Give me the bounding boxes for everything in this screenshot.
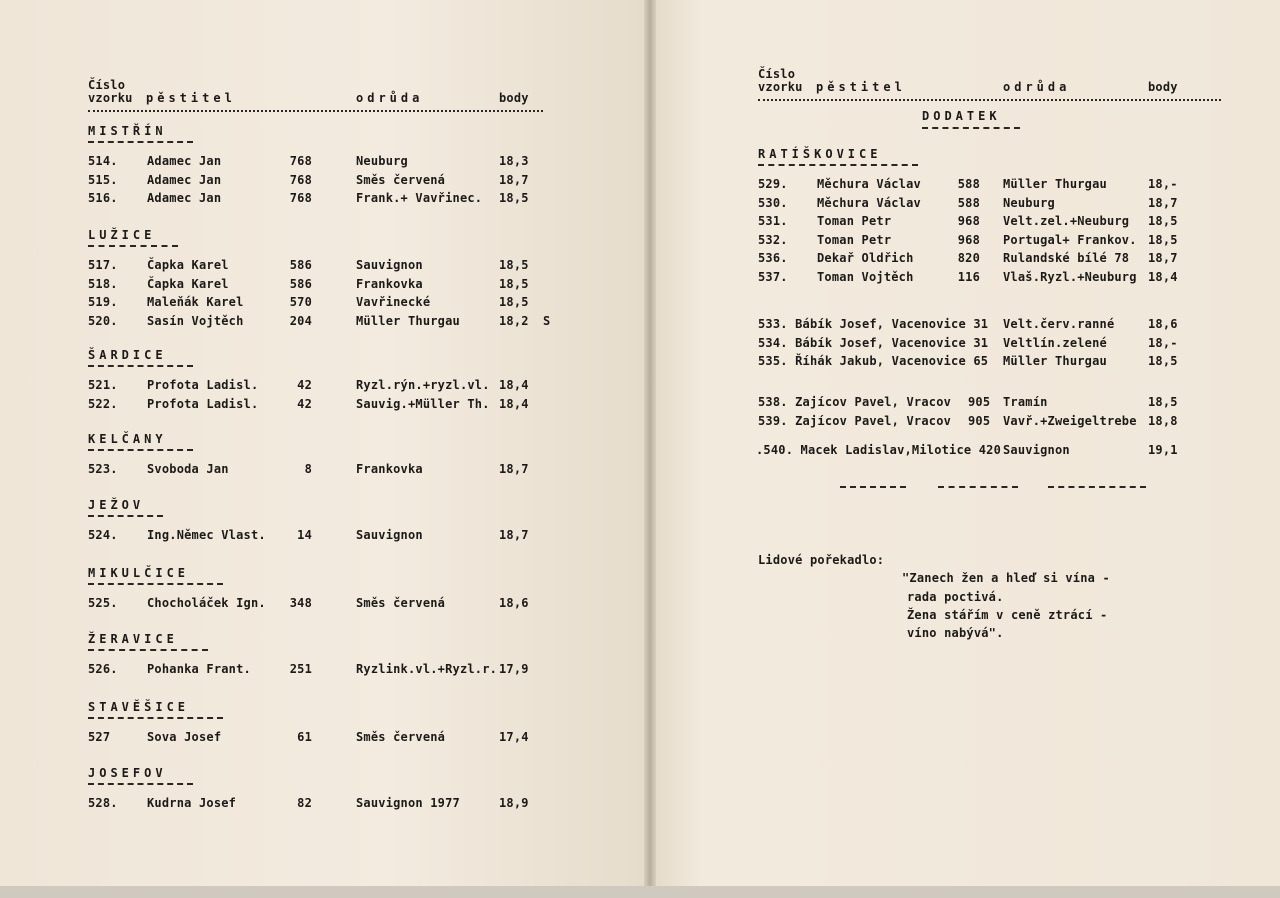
- proverb-line: rada poctivá.: [907, 590, 1004, 604]
- section-heading: LUŽICE: [88, 228, 156, 242]
- wine-variety: Velt.červ.ranné: [1003, 317, 1115, 331]
- sample-number: 518.: [88, 276, 118, 291]
- grower-name: Toman Petr: [817, 232, 892, 247]
- sample-number: 531.: [758, 214, 788, 228]
- score: 18,-: [1148, 335, 1178, 350]
- grower-name: Měchura Václav: [817, 177, 921, 191]
- proverb-line: Žena stářím v ceně ztrácí -: [907, 608, 1108, 622]
- house-number: 588: [957, 177, 980, 191]
- house-number: 768: [289, 154, 312, 168]
- house-number: 8: [304, 462, 312, 476]
- wine-variety: Müller Thurgau: [1003, 354, 1107, 368]
- wine-variety: Frank.+ Vavřinec.: [356, 191, 483, 206]
- score: 18,8: [1148, 413, 1178, 428]
- header-rule: [758, 99, 1221, 101]
- score: 18,7: [1148, 251, 1178, 265]
- house-number: 968: [957, 214, 980, 228]
- wine-variety: Směs červená: [356, 172, 446, 187]
- sample-number: 527: [88, 730, 111, 744]
- house-number: 42: [297, 378, 312, 392]
- wine-variety: Sauvig.+Müller Th.: [356, 396, 490, 411]
- house-number: 768: [289, 172, 312, 187]
- wine-variety: Ryzl.rýn.+ryzl.vl.: [356, 378, 490, 392]
- score: 18,5: [1148, 395, 1178, 409]
- wine-variety: Vavřinecké: [356, 295, 431, 310]
- score-note: S: [543, 313, 551, 328]
- grower-name: Čapka Karel: [147, 276, 229, 291]
- sample-number: 536.: [758, 251, 788, 265]
- score: 18,9: [499, 796, 529, 810]
- sample-number: 532.: [758, 232, 788, 247]
- column-header-odruda: odrůda: [1003, 80, 1071, 94]
- header-rule: [88, 110, 543, 112]
- grower-name: Profota Ladisl.: [147, 378, 259, 392]
- section-heading: RATÍŠKOVICE: [758, 147, 882, 161]
- section-underline: [88, 365, 193, 367]
- house-number: 570: [289, 295, 312, 310]
- score: 18,7: [499, 528, 529, 542]
- sample-number: 524.: [88, 528, 118, 542]
- column-header-vzorku: vzorku: [758, 80, 803, 94]
- score: 18,5: [499, 258, 529, 272]
- appendix-title: DODATEK: [922, 109, 1001, 123]
- grower-name: Pohanka Frant.: [147, 662, 251, 676]
- wine-variety: Müller Thurgau: [1003, 177, 1107, 191]
- grower-name: Sova Josef: [147, 730, 222, 744]
- section-heading: JOSEFOV: [88, 766, 167, 780]
- section-underline: [758, 164, 918, 166]
- column-header-vzorku: vzorku: [88, 91, 133, 105]
- score: 18,7: [499, 172, 529, 187]
- score: 17,4: [499, 730, 529, 744]
- wine-variety: Vlaš.Ryzl.+Neuburg: [1003, 269, 1137, 284]
- score: 18,5: [1148, 214, 1178, 228]
- wine-variety: Velt.zel.+Neuburg: [1003, 214, 1130, 228]
- house-number: 348: [289, 596, 312, 610]
- column-header-cislo: Číslo: [88, 78, 126, 92]
- sample-number: 528.: [88, 796, 118, 810]
- sample-number: 521.: [88, 378, 118, 392]
- column-header-odruda: odrůda: [356, 91, 424, 105]
- wine-variety: Směs červená: [356, 596, 446, 610]
- score: 18,4: [499, 378, 529, 392]
- section-heading: STAVĚŠICE: [88, 700, 190, 714]
- grower-name: Maleňák Karel: [147, 295, 244, 310]
- sample-number: 517.: [88, 258, 118, 272]
- section-underline: [88, 141, 193, 143]
- score: 18,4: [1148, 269, 1178, 284]
- sample-grower: 533. Bábík Josef, Vacenovice 31: [758, 317, 989, 331]
- proverb-line: "Zanech žen a hleď si vína -: [902, 571, 1110, 585]
- house-number: 204: [289, 313, 312, 328]
- sample-grower: 538. Zajícov Pavel, Vracov: [758, 395, 952, 409]
- wine-variety: Portugal+ Frankov.: [1003, 232, 1137, 247]
- house-number: 768: [289, 191, 312, 206]
- score: 18,5: [499, 191, 529, 206]
- sample-grower: .540. Macek Ladislav,Milotice 420: [756, 443, 1002, 457]
- proverb-label: Lidové pořekadlo:: [758, 553, 885, 567]
- closing-dash: [840, 486, 906, 488]
- sample-grower: 534. Bábík Josef, Vacenovice 31: [758, 335, 989, 350]
- wine-variety: Tramín: [1003, 395, 1048, 409]
- wine-variety: Veltlín.zelené: [1003, 335, 1107, 350]
- closing-dash: [1048, 486, 1146, 488]
- house-number: 251: [289, 662, 312, 676]
- grower-name: Svoboda Jan: [147, 462, 229, 476]
- grower-name: Adamec Jan: [147, 172, 222, 187]
- sample-number: 515.: [88, 172, 118, 187]
- proverb-line: víno nabývá".: [907, 626, 1004, 640]
- wine-variety: Směs červená: [356, 730, 446, 744]
- score: 18,5: [1148, 232, 1178, 247]
- wine-variety: Frankovka: [356, 462, 423, 476]
- section-heading: ŠARDICE: [88, 348, 167, 362]
- wine-variety: Sauvignon: [1003, 443, 1070, 457]
- section-heading: MISTŘÍN: [88, 124, 167, 138]
- section-underline: [88, 515, 163, 517]
- grower-name: Adamec Jan: [147, 154, 222, 168]
- section-underline: [88, 245, 178, 247]
- grower-name: Čapka Karel: [147, 258, 229, 272]
- section-underline: [88, 449, 193, 451]
- grower-name: Kudrna Josef: [147, 796, 237, 810]
- sample-grower: 539. Zajícov Pavel, Vracov: [758, 413, 952, 428]
- section-heading: ŽERAVICE: [88, 632, 178, 646]
- house-number: 968: [957, 232, 980, 247]
- house-number: 82: [297, 796, 312, 810]
- wine-variety: Sauvignon: [356, 528, 423, 542]
- house-number: 14: [297, 528, 312, 542]
- section-underline: [88, 649, 208, 651]
- sample-number: 537.: [758, 269, 788, 284]
- section-underline: [88, 717, 223, 719]
- wine-variety: Sauvignon: [356, 258, 423, 272]
- column-header-pestitel: pěstitel: [816, 80, 906, 94]
- score: 18,5: [1148, 354, 1178, 368]
- grower-name: Toman Petr: [817, 214, 892, 228]
- score: 17,9: [499, 662, 529, 676]
- grower-name: Ing.Němec Vlast.: [147, 528, 266, 542]
- wine-variety: Neuburg: [1003, 195, 1055, 210]
- house-number: 586: [289, 276, 312, 291]
- sample-number: 516.: [88, 191, 118, 206]
- sample-number: 523.: [88, 462, 118, 476]
- score: 18,6: [499, 596, 529, 610]
- book-gutter: [644, 0, 656, 886]
- grower-name: Chocholáček Ign.: [147, 596, 266, 610]
- house-number: 116: [957, 269, 980, 284]
- sample-number: 525.: [88, 596, 118, 610]
- wine-variety: Vavř.+Zweigeltrebe: [1003, 413, 1137, 428]
- wine-variety: Müller Thurgau: [356, 313, 460, 328]
- section-heading: MIKULČICE: [88, 566, 190, 580]
- sample-number: 522.: [88, 396, 118, 411]
- sample-number: 514.: [88, 154, 118, 168]
- house-number: 905: [968, 395, 991, 409]
- section-underline: [88, 583, 223, 585]
- sample-grower: 535. Říhák Jakub, Vacenovice 65: [758, 354, 989, 368]
- house-number: 586: [289, 258, 312, 272]
- score: 18,-: [1148, 177, 1178, 191]
- section-underline: [88, 783, 193, 785]
- grower-name: Dekař Oldřich: [817, 251, 914, 265]
- wine-variety: Frankovka: [356, 276, 423, 291]
- score: 18,2: [499, 313, 529, 328]
- appendix-underline: [922, 127, 1020, 129]
- sample-number: 526.: [88, 662, 118, 676]
- grower-name: Sasín Vojtěch: [147, 313, 244, 328]
- closing-dash: [938, 486, 1018, 488]
- score: 19,1: [1148, 443, 1178, 457]
- score: 18,5: [499, 295, 529, 310]
- grower-name: Adamec Jan: [147, 191, 222, 206]
- column-header-body: body: [499, 91, 529, 105]
- house-number: 42: [297, 396, 312, 411]
- house-number: 905: [968, 413, 991, 428]
- grower-name: Měchura Václav: [817, 195, 921, 210]
- section-heading: JEŽOV: [88, 498, 145, 512]
- wine-variety: Ryzlink.vl.+Ryzl.r.: [356, 662, 498, 676]
- score: 18,6: [1148, 317, 1178, 331]
- column-header-body: body: [1148, 80, 1178, 94]
- house-number: 61: [297, 730, 312, 744]
- sample-number: 519.: [88, 295, 118, 310]
- wine-variety: Sauvignon 1977: [356, 796, 460, 810]
- sample-number: 520.: [88, 313, 118, 328]
- sample-number: 529.: [758, 177, 788, 191]
- score: 18,7: [1148, 195, 1178, 210]
- house-number: 588: [957, 195, 980, 210]
- column-header-pestitel: pěstitel: [146, 91, 236, 105]
- score: 18,3: [499, 154, 529, 168]
- wine-variety: Rulandské bílé 78: [1003, 251, 1130, 265]
- grower-name: Profota Ladisl.: [147, 396, 259, 411]
- sample-number: 530.: [758, 195, 788, 210]
- house-number: 820: [957, 251, 980, 265]
- score: 18,4: [499, 396, 529, 411]
- score: 18,7: [499, 462, 529, 476]
- grower-name: Toman Vojtěch: [817, 269, 914, 284]
- wine-variety: Neuburg: [356, 154, 408, 168]
- score: 18,5: [499, 276, 529, 291]
- section-heading: KELČANY: [88, 432, 167, 446]
- column-header-cislo: Číslo: [758, 67, 796, 81]
